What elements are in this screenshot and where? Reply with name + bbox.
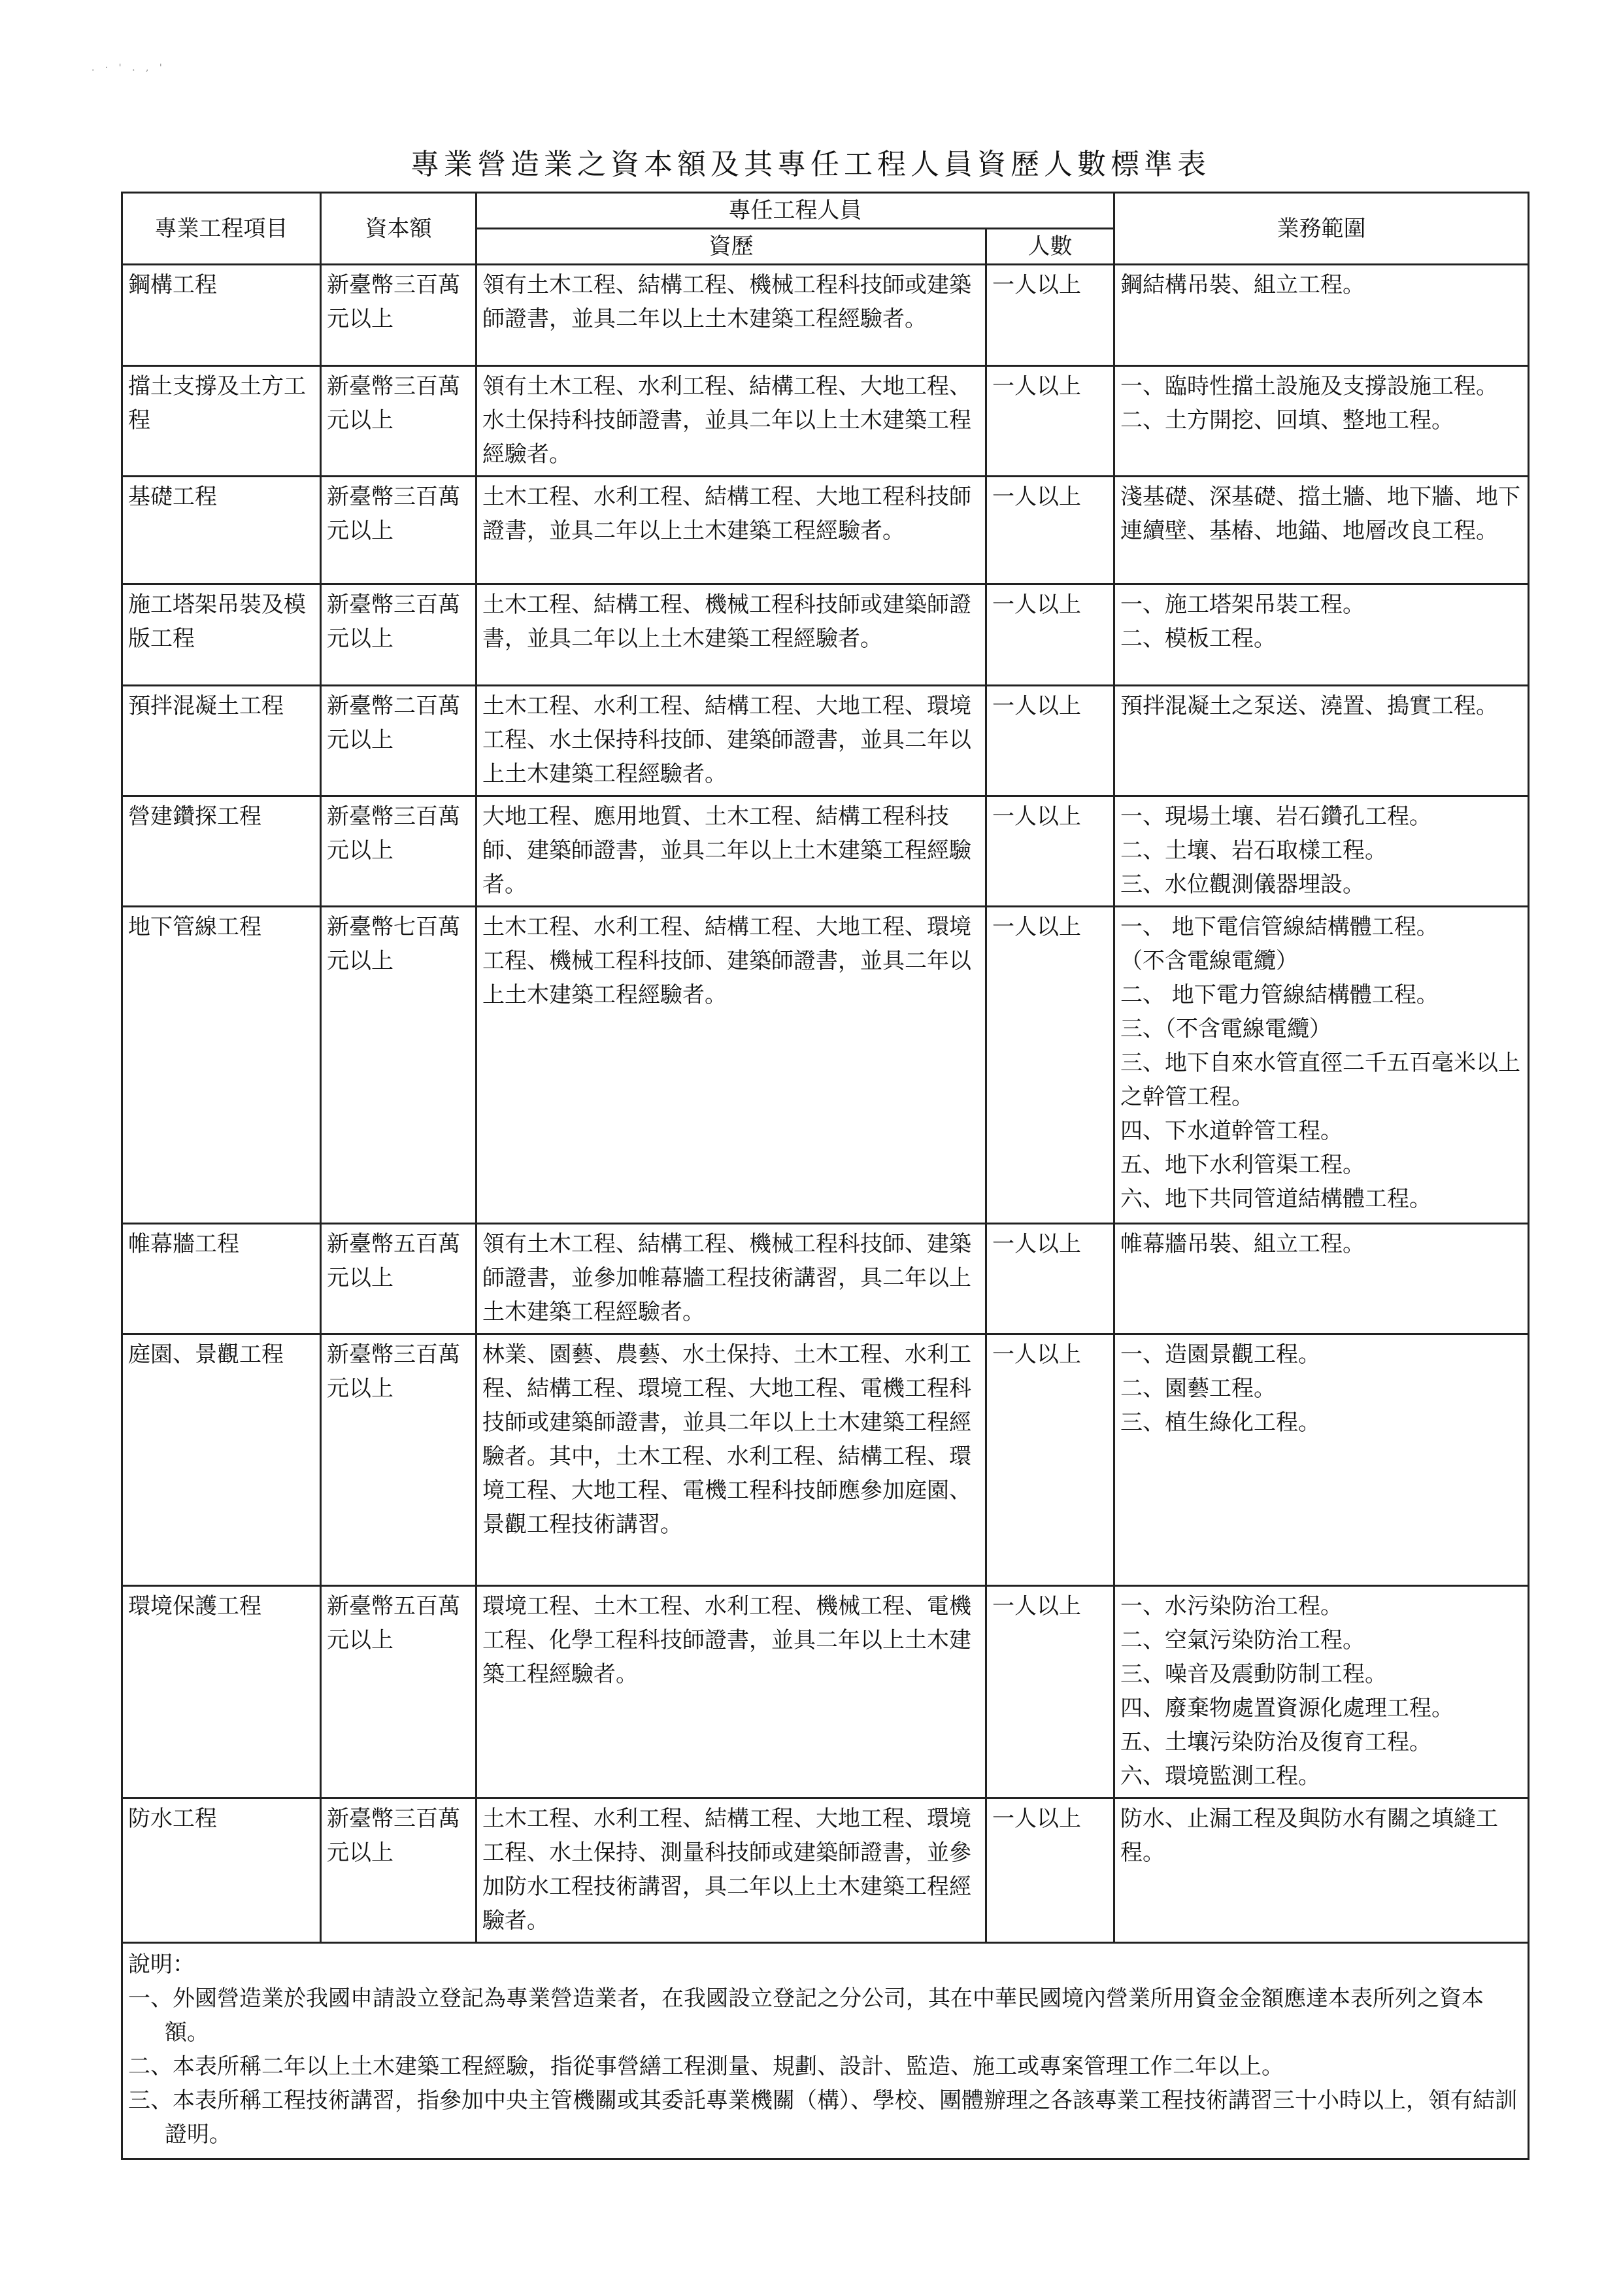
table-body [122, 265, 1529, 1943]
scope-line: 一、施工塔架吊裝工程。 [1120, 592, 1365, 618]
capital-cell: 新臺幣三百萬元以上 [321, 366, 476, 477]
header-staff: 專任工程人員 [476, 193, 1114, 229]
header-capital: 資本額 [321, 193, 476, 265]
qualification-cell: 環境工程、土木工程、水利工程、機械工程、電機工程、化學工程科技師證書，並具二年以上土木建築工程經驗者。 [476, 1586, 986, 1798]
qualification-cell: 土木工程、水利工程、結構工程、大地工程、環境工程、水土保持、測量科技師或建築師證書，並參加防水工程技術講習，具二年以上土木建築工程經驗者。 [476, 1798, 986, 1943]
scope-line: 三、水位觀測儀器埋設。 [1120, 871, 1365, 898]
scope-line: 防水、止漏工程及與防水有關之填縫工程。 [1120, 1806, 1498, 1866]
notes-heading: 說明： [128, 1951, 195, 1978]
scope-line: 淺基礎、深基礎、擋土牆、地下牆、地下連續壁、基樁、地錨、地層改良工程。 [1120, 484, 1520, 544]
scope-cell [1114, 686, 1529, 796]
scope-line: 五、土壤污染防治及復育工程。 [1120, 1729, 1431, 1755]
capital-cell: 新臺幣三百萬元以上 [321, 1798, 476, 1943]
scope-cell [1114, 1798, 1529, 1943]
scope-line: 一、臨時性擋土設施及支撐設施工程。 [1120, 373, 1498, 399]
scope-line: 三、植生綠化工程。 [1120, 1410, 1320, 1436]
note-item: 二、本表所稱二年以上土木建築工程經驗，指從事營繕工程測量、規劃、設計、監造、施工或專案管理工作二年以上。 [128, 2053, 1284, 2080]
capital-cell: 新臺幣三百萬元以上 [321, 265, 476, 366]
scope-cell [1114, 796, 1529, 907]
scope-line: 二、土壤、岩石取樣工程。 [1120, 837, 1387, 864]
count-cell: 一人以上 [986, 584, 1114, 686]
scope-cell [1114, 584, 1529, 686]
scope-cell [1114, 366, 1529, 477]
standards-table [121, 192, 1529, 2160]
scope-line: 三、噪音及震動防制工程。 [1120, 1661, 1387, 1687]
capital-cell: 新臺幣二百萬元以上 [321, 686, 476, 796]
count-cell: 一人以上 [986, 1334, 1114, 1586]
item-cell: 帷幕牆工程 [122, 1224, 321, 1334]
scope-line: 三、地下自來水管直徑二千五百毫米以上之幹管工程。 [1120, 1050, 1520, 1110]
table-row [122, 1334, 1529, 1586]
scope-line: 二、空氣污染防治工程。 [1120, 1627, 1365, 1653]
capital-cell: 新臺幣七百萬元以上 [321, 907, 476, 1224]
scope-line: 鋼結構吊裝、組立工程。 [1120, 272, 1365, 298]
scope-line: 二、模板工程。 [1120, 626, 1276, 652]
qualification-cell: 林業、園藝、農藝、水土保持、土木工程、水利工程、結構工程、環境工程、大地工程、電機工程科技師或建築師證書，並具二年以上土木建築工程經驗者。其中，土木工程、水利工程、結構工程、環境工程、大地工程、電機工程科技師應參加庭園、景觀工程技術講習。 [476, 1334, 986, 1586]
count-cell: 一人以上 [986, 796, 1114, 907]
scope-line: 一、 地下電信管線結構體工程。 [1120, 914, 1439, 940]
capital-cell: 新臺幣三百萬元以上 [321, 1334, 476, 1586]
notes-list [128, 1982, 1522, 2152]
count-cell: 一人以上 [986, 1798, 1114, 1943]
qualification-cell: 土木工程、水利工程、結構工程、大地工程、環境工程、機械工程科技師、建築師證書，並具二年以上土木建築工程經驗者。 [476, 907, 986, 1224]
count-cell: 一人以上 [986, 265, 1114, 366]
scope-line: 預拌混凝土之泵送、澆置、搗實工程。 [1120, 693, 1498, 719]
scope-line: 二、土方開挖、回填、整地工程。 [1120, 407, 1454, 433]
count-cell: 一人以上 [986, 366, 1114, 477]
table-row [122, 1586, 1529, 1798]
table-row [122, 796, 1529, 907]
table-row [122, 907, 1529, 1224]
header-scope: 業務範圍 [1114, 193, 1529, 265]
table-row [122, 366, 1529, 477]
scope-cell [1114, 907, 1529, 1224]
count-cell: 一人以上 [986, 907, 1114, 1224]
item-cell: 預拌混凝土工程 [122, 686, 321, 796]
scope-cell [1114, 477, 1529, 584]
scope-line: 六、地下共同管道結構體工程。 [1120, 1186, 1431, 1212]
qualification-cell: 領有土木工程、結構工程、機械工程科技師、建築師證書，並參加帷幕牆工程技術講習，具二年以上土木建築工程經驗者。 [476, 1224, 986, 1334]
item-cell: 施工塔架吊裝及模版工程 [122, 584, 321, 686]
table-row [122, 584, 1529, 686]
qualification-cell: 領有土木工程、結構工程、機械工程科技師或建築師證書，並具二年以上土木建築工程經驗者。 [476, 265, 986, 366]
scope-line: 一、造園景觀工程。 [1120, 1342, 1320, 1368]
scope-line: 三、（不含電線電纜） [1120, 1016, 1331, 1042]
item-cell: 基礎工程 [122, 477, 321, 584]
scope-line: （不含電線電纜） [1120, 948, 1298, 974]
capital-cell: 新臺幣三百萬元以上 [321, 796, 476, 907]
qualification-cell: 領有土木工程、水利工程、結構工程、大地工程、水土保持科技師證書，並具二年以上土木建築工程經驗者。 [476, 366, 986, 477]
scope-line: 一、水污染防治工程。 [1120, 1593, 1343, 1619]
item-cell: 擋土支撐及土方工程 [122, 366, 321, 477]
scope-line: 六、環境監測工程。 [1120, 1763, 1320, 1789]
scope-cell [1114, 1334, 1529, 1586]
header-count: 人數 [986, 229, 1114, 265]
count-cell: 一人以上 [986, 477, 1114, 584]
table-row [122, 1798, 1529, 1943]
header-item: 專業工程項目 [122, 193, 321, 265]
scope-line: 五、地下水利管渠工程。 [1120, 1152, 1365, 1178]
note-item: 三、本表所稱工程技術講習，指參加中央主管機關或其委託專業機關（構）、學校、團體辦理之各該專業工程技術講習三十小時以上，領有結訓證明。 [128, 2087, 1517, 2148]
table-row [122, 1224, 1529, 1334]
table-row [122, 265, 1529, 366]
item-cell: 環境保護工程 [122, 1586, 321, 1798]
capital-cell: 新臺幣三百萬元以上 [321, 477, 476, 584]
capital-cell: 新臺幣五百萬元以上 [321, 1224, 476, 1334]
item-cell: 鋼構工程 [122, 265, 321, 366]
qualification-cell: 土木工程、水利工程、結構工程、大地工程、環境工程、水土保持科技師、建築師證書，並具二年以上土木建築工程經驗者。 [476, 686, 986, 796]
count-cell: 一人以上 [986, 1224, 1114, 1334]
page-title: 專業營造業之資本額及其專任工程人員資歷人數標準表 [410, 148, 1211, 181]
table-row [122, 686, 1529, 796]
count-cell: 一人以上 [986, 686, 1114, 796]
table-row [122, 477, 1529, 584]
note-item: 一、外國營造業於我國申請設立登記為專業營造業者，在我國設立登記之分公司，其在中華民國境內營業所用資金金額應達本表所列之資本額。 [128, 1985, 1484, 2046]
item-cell: 庭園、景觀工程 [122, 1334, 321, 1586]
scope-line: 四、廢棄物處置資源化處理工程。 [1120, 1695, 1454, 1721]
scope-cell [1114, 1224, 1529, 1334]
scope-cell [1114, 1586, 1529, 1798]
scope-line: 一、現場土壤、岩石鑽孔工程。 [1120, 803, 1431, 830]
item-cell: 營建鑽探工程 [122, 796, 321, 907]
capital-cell: 新臺幣五百萬元以上 [321, 1586, 476, 1798]
scope-line: 二、 地下電力管線結構體工程。 [1120, 982, 1439, 1008]
qualification-cell: 土木工程、結構工程、機械工程科技師或建築師證書，並具二年以上土木建築工程經驗者。 [476, 584, 986, 686]
qualification-cell: 大地工程、應用地質、土木工程、結構工程科技師、建築師證書，並具二年以上土木建築工程經驗者。 [476, 796, 986, 907]
scan-mark: . · ' . , ' [92, 63, 166, 73]
capital-cell: 新臺幣三百萬元以上 [321, 584, 476, 686]
scope-line: 帷幕牆吊裝、組立工程。 [1120, 1231, 1365, 1257]
item-cell: 地下管線工程 [122, 907, 321, 1224]
item-cell: 防水工程 [122, 1798, 321, 1943]
count-cell: 一人以上 [986, 1586, 1114, 1798]
scope-cell [1114, 265, 1529, 366]
qualification-cell: 土木工程、水利工程、結構工程、大地工程科技師證書，並具二年以上土木建築工程經驗者。 [476, 477, 986, 584]
header-qualification: 資歷 [476, 229, 986, 265]
notes-section [122, 1943, 1529, 2159]
scope-line: 二、園藝工程。 [1120, 1376, 1276, 1402]
scope-line: 四、下水道幹管工程。 [1120, 1118, 1343, 1144]
